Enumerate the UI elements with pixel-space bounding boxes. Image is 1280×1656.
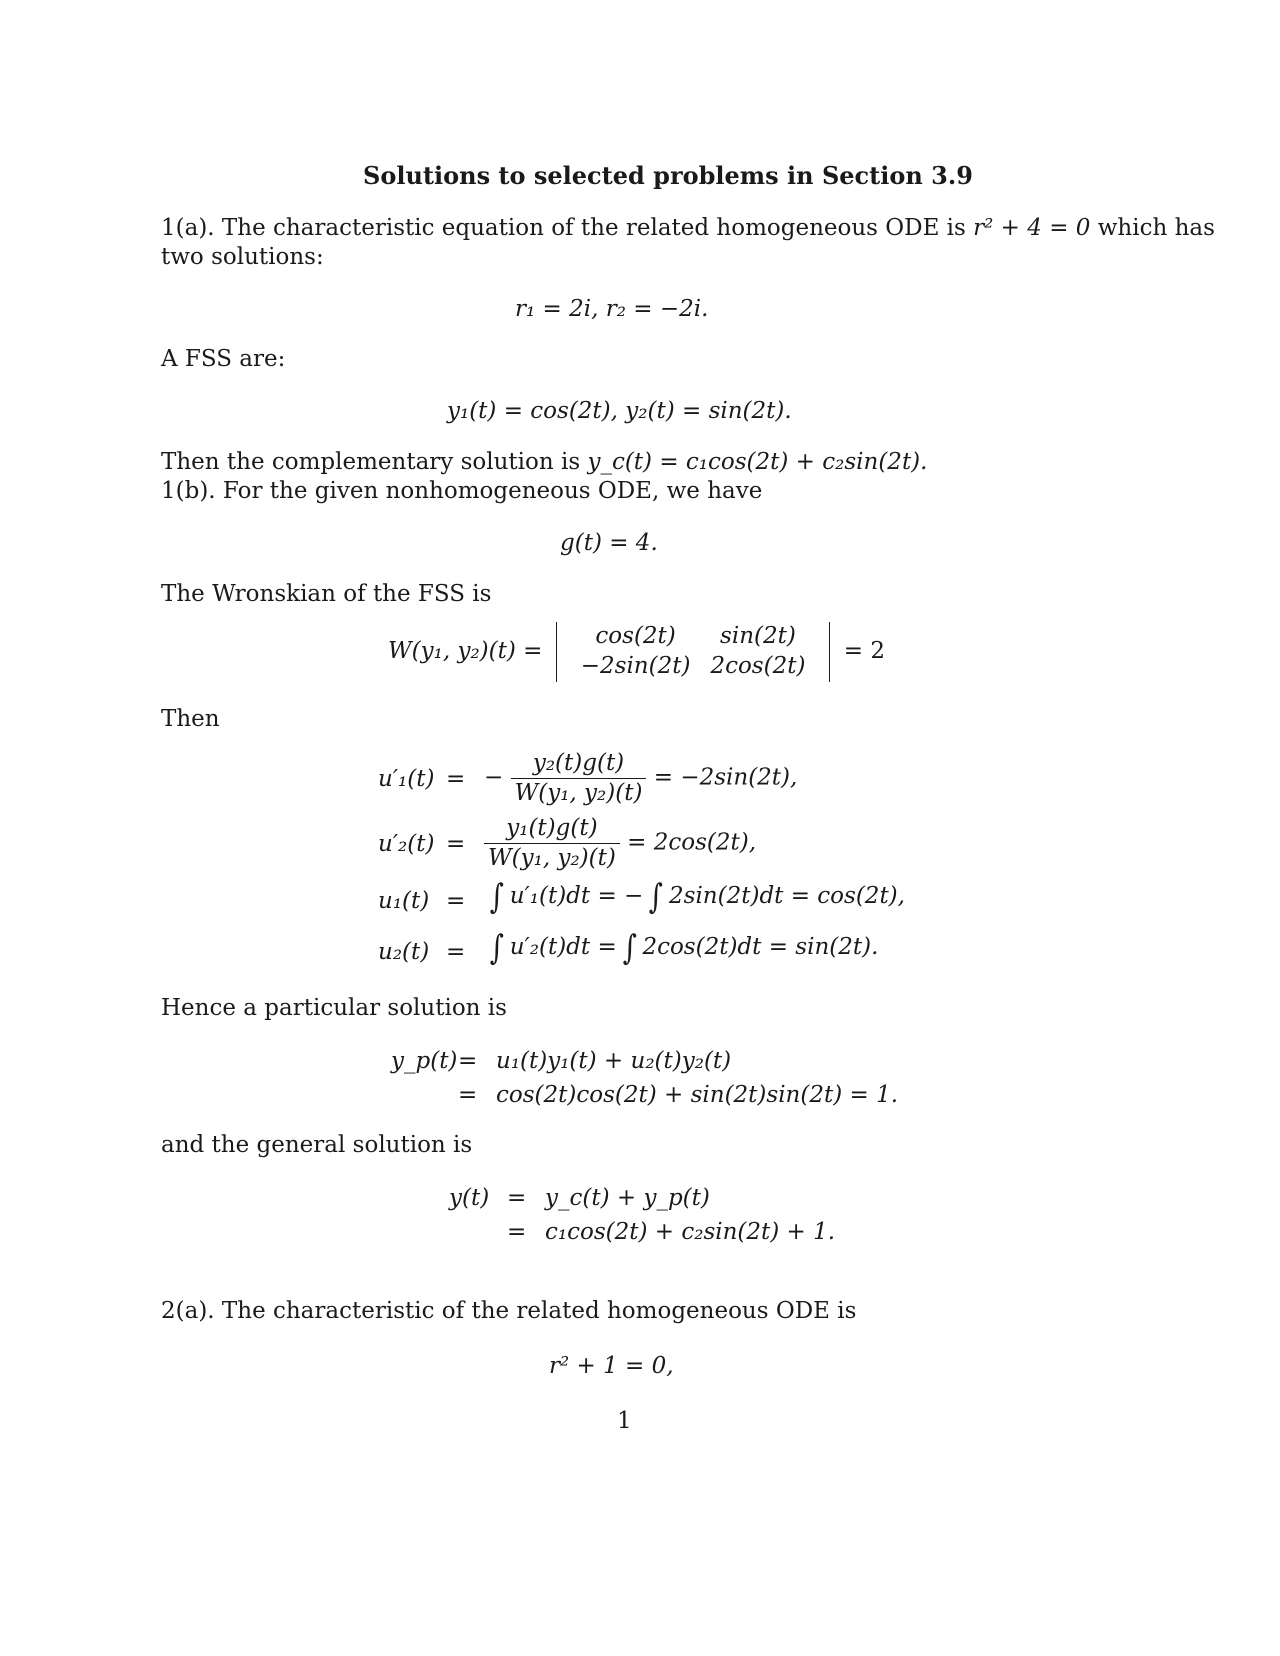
equals-sign: = — [507, 1185, 527, 1211]
roots-equation: r₁ = 2i, r₂ = −2i. — [515, 296, 709, 322]
u1p-lhs: u′₁(t) — [378, 766, 435, 792]
particular-line1: u₁(t)y₁(t) + u₂(t)y₂(t) — [496, 1048, 732, 1074]
integral-icon: ∫ — [489, 928, 504, 968]
g-equation: g(t) = 4. — [560, 530, 658, 556]
p1a-char-eq: r² + 4 = 0 — [973, 215, 1091, 241]
fss-equation: y₁(t) = cos(2t), y₂(t) = sin(2t). — [447, 398, 792, 424]
u2-part-b: 2cos(2t)dt = sin(2t). — [642, 934, 879, 961]
det-r2c1: −2sin(2t) — [580, 652, 691, 679]
u1-part-b: 2sin(2t)dt = cos(2t), — [669, 883, 905, 910]
u2p-fraction — [484, 814, 620, 873]
general-line1: y_c(t) + y_p(t) — [545, 1185, 710, 1211]
u1p-fraction — [511, 749, 647, 808]
particular-intro: Hence a particular solution is — [161, 995, 507, 1021]
u1-lhs: u₁(t) — [378, 888, 430, 914]
u2-part-a: u′₂(t)dt = — [509, 934, 617, 961]
p1b-text: 1(b). For the given nonhomogeneous ODE, we have — [161, 478, 763, 504]
wronskian-intro: The Wronskian of the FSS is — [161, 581, 492, 607]
p1a-line2: two solutions: — [161, 244, 324, 270]
particular-lhs: y_p(t) — [391, 1048, 458, 1074]
then-text: Then — [161, 706, 220, 732]
p1a-text-end: which has — [1097, 215, 1215, 241]
integral-icon: ∫ — [649, 877, 664, 917]
wronskian-rhs: = 2 — [843, 638, 885, 665]
u2p-numerator: y₁(t)g(t) — [484, 814, 620, 844]
general-line2: c₁cos(2t) + c₂sin(2t) + 1. — [545, 1219, 836, 1245]
u2-lhs: u₂(t) — [378, 939, 430, 965]
integral-icon: ∫ — [622, 928, 637, 968]
det-r1c1: cos(2t) — [595, 623, 676, 649]
comp-solution-line — [161, 449, 927, 477]
u2-rhs-group — [484, 928, 879, 968]
comp-solution-text: Then the complementary solution is — [161, 449, 581, 475]
wronskian-equation — [388, 622, 885, 682]
equals-sign: = — [458, 1082, 478, 1108]
u2p-rhs-group — [484, 814, 756, 873]
equals-sign: = — [446, 766, 466, 792]
p1a-text: 1(a). The characteristic equation of the related homogeneous ODE is — [161, 215, 966, 241]
det-r1c2: sin(2t) — [720, 623, 796, 649]
p2a-text: 2(a). The characteristic of the related homogeneous ODE is — [161, 1298, 857, 1324]
u2p-rhs: = 2cos(2t), — [627, 829, 757, 856]
fss-intro: A FSS are: — [161, 346, 286, 372]
page-number: 1 — [617, 1408, 632, 1434]
u1-part-a: u′₁(t)dt = − — [509, 883, 644, 910]
general-lhs: y(t) — [449, 1185, 490, 1211]
p2a-equation: r² + 1 = 0, — [549, 1353, 674, 1379]
equals-sign: = — [458, 1048, 478, 1074]
u1p-denominator: W(y₁, y₂)(t) — [514, 779, 643, 806]
equals-sign: = — [446, 939, 466, 965]
det-r2c2: 2cos(2t) — [710, 652, 806, 679]
u2p-denominator: W(y₁, y₂)(t) — [488, 844, 616, 871]
wronskian-determinant — [556, 622, 831, 682]
particular-line2: cos(2t)cos(2t) + sin(2t)sin(2t) = 1. — [496, 1082, 899, 1108]
comp-solution-eq: y_c(t) = c₁cos(2t) + c₂sin(2t). — [587, 449, 928, 475]
u1p-numerator: y₂(t)g(t) — [511, 749, 647, 779]
p1a-line1 — [161, 215, 1215, 243]
u1-rhs-group — [484, 877, 905, 917]
u2p-lhs: u′₂(t) — [378, 831, 435, 857]
page-title: Solutions to selected problems in Section 3.9 — [363, 161, 973, 190]
general-intro: and the general solution is — [161, 1132, 473, 1158]
equals-sign: = — [507, 1219, 527, 1245]
u1p-rhs: = −2sin(2t), — [653, 764, 798, 791]
wronskian-lhs: W(y₁, y₂)(t) = — [388, 638, 543, 665]
u1p-rhs-group: − $\frac{\text{y₂(t)g(t)}}{\text{W(y₁, y₂)(t)}}$ = −2sin(2t), — [484, 750, 798, 806]
integral-icon: ∫ — [489, 877, 504, 917]
equals-sign: = — [446, 888, 466, 914]
equals-sign: = — [446, 831, 466, 857]
